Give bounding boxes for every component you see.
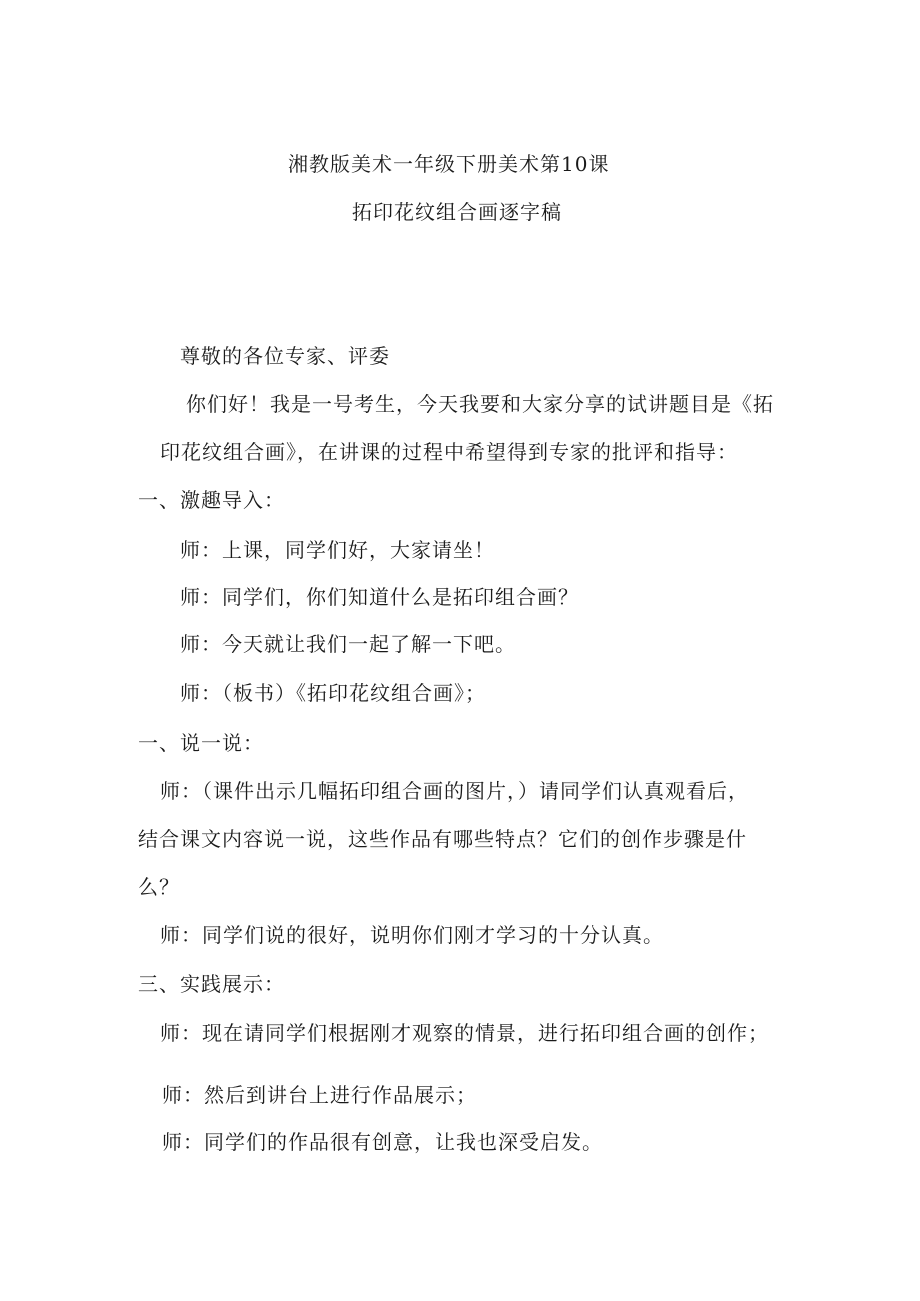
section-heading: 一、说一说： (138, 731, 264, 755)
dialogue-line: 师：（板书）《拓印花纹组合画》； (180, 681, 486, 705)
dialogue-line: 师：（课件出示几幅拓印组合画的图片，）请同学们认真观看后， (160, 779, 749, 803)
section-heading: 一、激趣导入： (138, 488, 285, 512)
intro-paragraph-line: 印花纹组合画》，在讲课的过程中希望得到专家的批评和指导： (160, 440, 738, 464)
dialogue-line: 师：现在请同学们根据刚才观察的情景，进行拓印组合画的创作； (160, 1021, 769, 1045)
dialogue-line: 师：上课，同学们好，大家请坐！ (180, 538, 495, 562)
dialogue-line: 师：同学们的作品很有创意，让我也深受启发。 (162, 1130, 603, 1154)
document-subtitle: 拓印花纹组合画逐字稿 (352, 200, 562, 224)
dialogue-line: 师：今天就让我们一起了解一下吧。 (180, 632, 516, 656)
document-title: 湘教版美术一年级下册美术第10课 (288, 152, 610, 176)
dialogue-line: 结合课文内容说一说，这些作品有哪些特点？它们的创作步骤是什 (138, 827, 747, 851)
intro-paragraph-line: 你们好！我是一号考生，今天我要和大家分享的试讲题目是《拓 (186, 392, 774, 416)
greeting: 尊敬的各位专家、评委 (180, 344, 390, 368)
dialogue-line: 么？ (138, 875, 180, 899)
dialogue-line: 师：同学们，你们知道什么是拓印组合画？ (180, 585, 579, 609)
section-heading: 三、实践展示： (138, 972, 285, 996)
dialogue-line: 师：同学们说的很好，说明你们刚才学习的十分认真。 (160, 923, 664, 947)
dialogue-line: 师：然后到讲台上进行作品展示； (162, 1083, 477, 1107)
